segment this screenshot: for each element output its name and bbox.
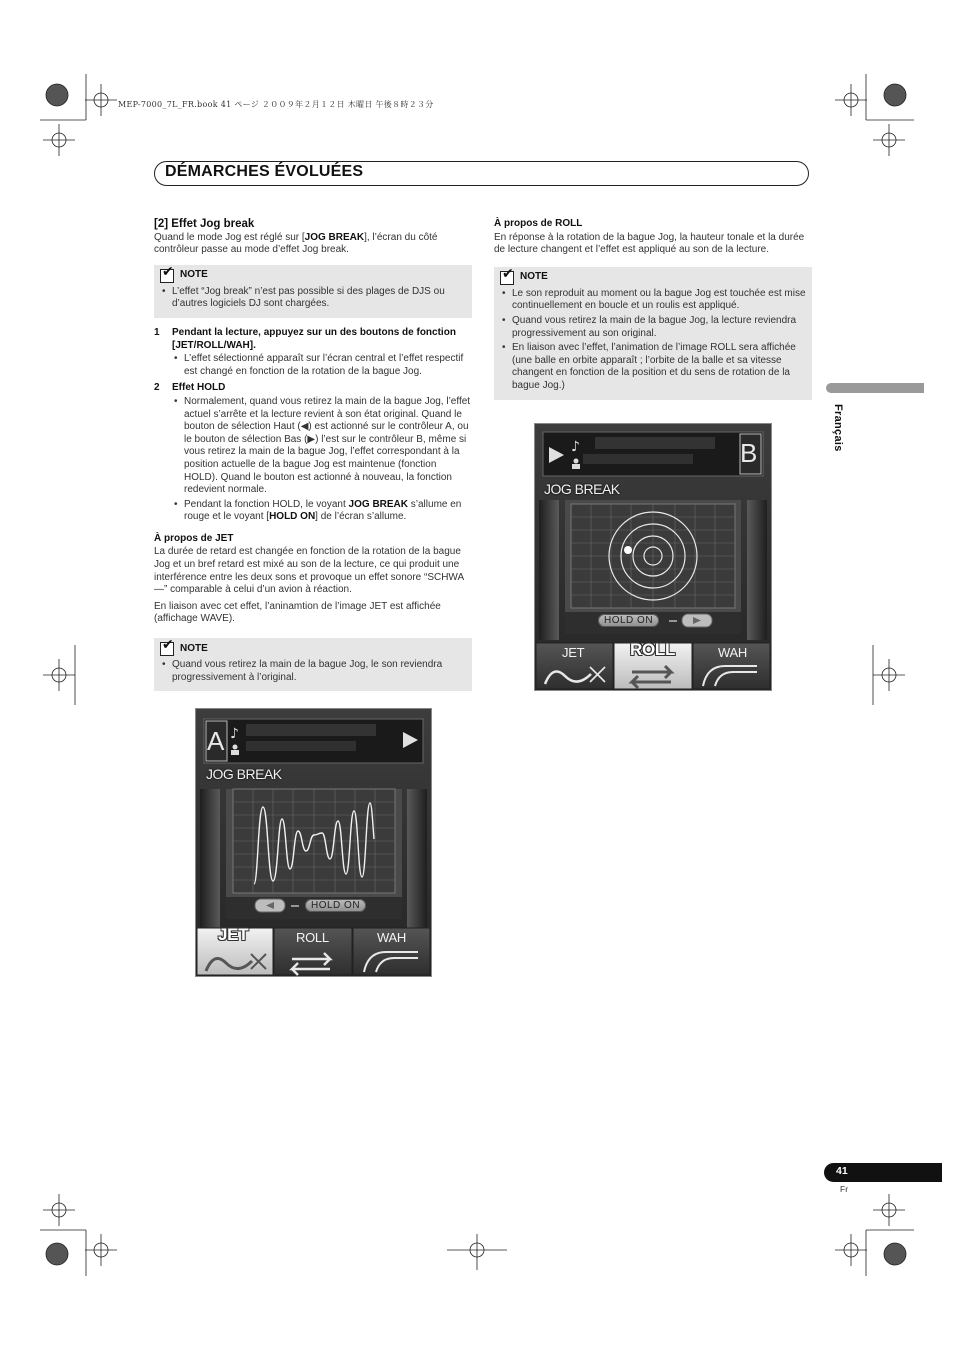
language-tab: [826, 383, 924, 393]
deck-letter: B: [740, 438, 758, 468]
step-2: 2 Effet HOLD • Normalement, quand vous retirez la main de la bague Jog, l’effet actuel s’arrête et la lecture revient à son état original. Quand le bouton de sélection Haut (◀) est actionné sur le contrôleur A, ou le bouton de sélection Bas (▶) l’est sur le contrôleur B, même si vous retirez la main de la bague Jog, l’effet correspondant à la position actuelle de la bague Jog est maintenue (fonction HOLD). Quand le bouton est actionné à nouveau, la fonction redevient normale. • Pendant la fonction HOLD, le voyant JOG BREAK s’allume en rouge et le voyant [HOLD ON] de l’écran s’allume.: [154, 382, 472, 524]
note-item: • L’effet “Jog break” n’est pas possible si des plages de DJS ou d’autres logiciels DJ sont chargées.: [160, 286, 466, 311]
hold-on-indicator: HOLD ON: [305, 899, 366, 912]
section-title: DÉMARCHES ÉVOLUÉES: [165, 163, 364, 180]
note-check-icon: [160, 642, 174, 656]
jet-heading: À propos de JET: [154, 532, 234, 544]
steps-list: [154, 327, 472, 524]
mode-title: JOG BREAK: [544, 481, 620, 497]
tab-roll[interactable]: ROLL: [630, 640, 676, 659]
effect-heading: [2] Effet Jog break: [154, 218, 255, 230]
step-2-detail-2: • Pendant la fonction HOLD, le voyant JOG BREAK s’allume en rouge et le voyant [HOLD ON] de l’écran s’allume.: [172, 499, 472, 524]
roll-heading: À propos de ROLL: [494, 218, 583, 229]
left-column: [154, 218, 472, 700]
tab-wah[interactable]: WAH: [718, 645, 747, 660]
svg-text:♪: ♪: [230, 726, 239, 742]
note-label: NOTE: [180, 642, 208, 654]
note-box-2: [154, 638, 472, 691]
step-1: 1 Pendant la lecture, appuyez sur un des boutons de fonction [JET/ROLL/WAH]. • L’effet sélectionné apparaît sur l’écran central et l’effet respectif est changé en fonction de la rotation de la bague Jog.: [154, 327, 472, 378]
step-1-detail: • L’effet sélectionné apparaît sur l’écran central et l’effet respectif est changé en fonction de la rotation de la bague Jog.: [172, 353, 472, 378]
jet-screen-image: [195, 708, 432, 977]
tab-wah[interactable]: WAH: [377, 930, 406, 945]
step-2-detail: • Normalement, quand vous retirez la main de la bague Jog, l’effet actuel s’arrête et la lecture revient à son état original. Quand le bouton de sélection Haut (◀) est actionné sur le contrôleur A, ou le bouton de sélection Bas (▶) l’est sur le contrôleur B, même si vous retirez la main de la bague Jog, l’effet correspondant à la position actuelle de la bague Jog est maintenue (fonction HOLD). Quand le bouton est actionné à nouveau, la fonction redevient normale.: [172, 396, 472, 497]
note-check-icon: [160, 269, 174, 283]
tab-roll[interactable]: ROLL: [296, 930, 329, 945]
intro-paragraph: Quand le mode Jog est réglé sur [JOG BREAK], l’écran du côté contrôleur passe au mode d’effet Jog break.: [154, 231, 438, 256]
note-label: NOTE: [180, 269, 208, 281]
note-item: • Quand vous retirez la main de la bague Jog, la lecture reviendra progressivement au son original.: [500, 315, 806, 340]
mode-title: JOG BREAK: [206, 766, 282, 782]
jet-paragraph-2: En liaison avec cet effet, l’aninamtion de l’image JET est affichée (affichage WAVE).: [154, 600, 441, 625]
note-label: NOTE: [520, 271, 548, 283]
tab-jet[interactable]: JET: [218, 925, 249, 944]
deck-letter: A: [207, 726, 225, 756]
page-number: 41: [836, 1165, 848, 1177]
note-box-3: [494, 267, 812, 400]
tab-jet[interactable]: JET: [562, 645, 585, 660]
svg-text:♪: ♪: [571, 439, 580, 455]
right-column: [494, 218, 812, 409]
page-language: Fr: [840, 1184, 849, 1194]
section-title-bar: [154, 161, 809, 186]
note-box: [154, 265, 472, 318]
note-item: • Quand vous retirez la main de la bague Jog, le son reviendra progressivement à l’original.: [160, 659, 466, 684]
jet-paragraph-1: La durée de retard est changée en fonction de la rotation de la bague Jog et un bref retard est mixé au son de la lecture, ce qui produit une interférence entre les deux sons et provoque un effet sonore “SCHWA—” comparable à celui d’un avion à réaction.: [154, 546, 465, 596]
roll-screen-image: [534, 423, 772, 691]
note-item: • En liaison avec l’effet, l’animation de l’image ROLL sera affichée (une balle en orbite apparaît ; l’orbite de la balle et sa vitesse changent en fonction de la position et du sens de rotation de la bague Jog.): [500, 342, 806, 392]
note-check-icon: [500, 271, 514, 285]
note-item: • Le son reproduit au moment ou la bague Jog est touchée est mise continuellement en boucle et un roulis est appliqué.: [500, 288, 806, 313]
roll-paragraph: En réponse à la rotation de la bague Jog, la hauteur tonale et la durée de lecture changent et l’effet est appliqué au son de la lecture.: [494, 231, 805, 256]
hold-on-indicator: HOLD ON: [598, 614, 659, 627]
print-header: MEP-7000_7L_FR.book 41 ページ ２００９年２月１２日 木曜日 午後８時２３分: [118, 100, 434, 109]
language-label: Français: [832, 404, 844, 452]
